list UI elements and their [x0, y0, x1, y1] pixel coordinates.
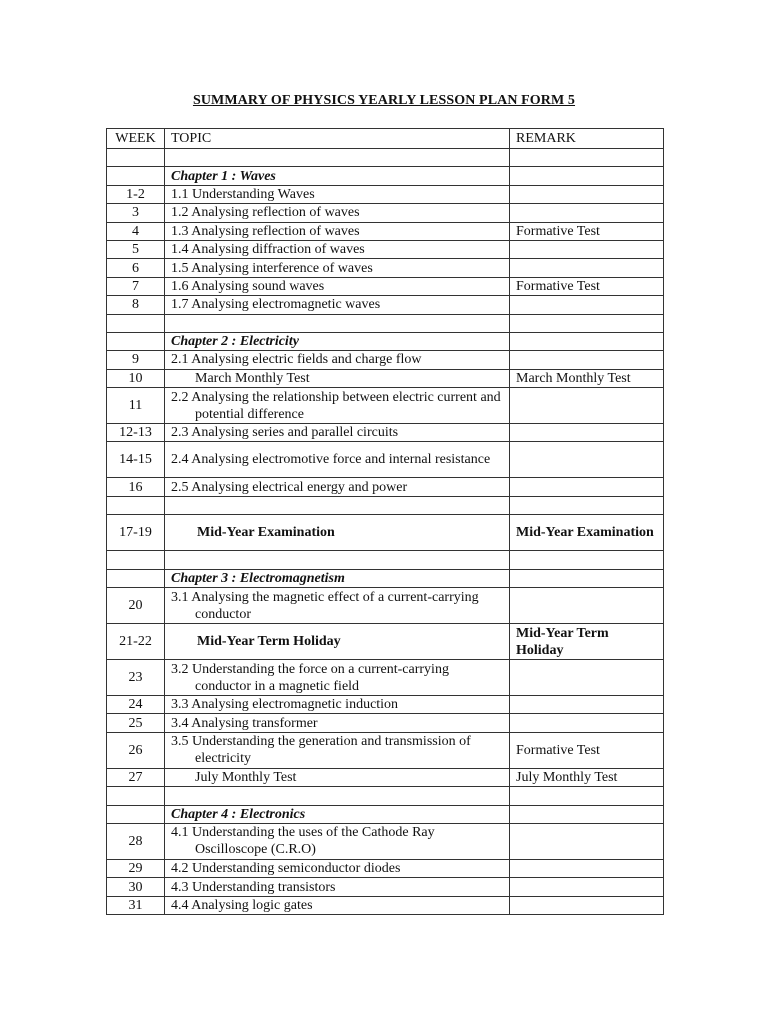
week-cell: 28 — [107, 823, 165, 859]
week-cell: 10 — [107, 369, 165, 387]
remark-cell: Formative Test — [510, 222, 664, 240]
remark-cell: Formative Test — [510, 732, 664, 768]
topic-label: 2.2 Analysing the relationship between electric current and potential difference — [171, 389, 501, 422]
remark-cell — [510, 787, 664, 805]
table-header-row — [107, 129, 664, 149]
week-cell: 23 — [107, 660, 165, 696]
topic-label: 3.3 Analysing electromagnetic induction — [171, 697, 399, 713]
remark-cell — [510, 588, 664, 624]
topic-cell — [165, 896, 510, 914]
table-row — [107, 369, 664, 387]
topic-cell — [165, 388, 510, 424]
week-cell: 17-19 — [107, 515, 165, 551]
table-row — [107, 823, 664, 859]
table-row — [107, 588, 664, 624]
topic-cell — [165, 259, 510, 277]
topic-cell — [165, 351, 510, 369]
topic-cell — [165, 369, 510, 387]
lesson-plan-table — [106, 128, 664, 915]
event-label: July Monthly Test — [195, 770, 297, 785]
remark-cell — [510, 696, 664, 714]
event-label: Mid-Year Term Holiday — [197, 634, 341, 650]
table-row — [107, 660, 664, 696]
table-row — [107, 222, 664, 240]
blank-row — [107, 551, 664, 569]
topic-cell — [165, 805, 510, 823]
page-title: SUMMARY OF PHYSICS YEARLY LESSON PLAN FORM 5 — [192, 93, 576, 108]
topic-label: 2.5 Analysing electrical energy and power — [171, 479, 408, 495]
topic-label: 4.2 Understanding semiconductor diodes — [171, 861, 401, 877]
remark-cell — [510, 204, 664, 222]
chapter-title: Chapter 2 : Electricity — [171, 334, 299, 350]
table-row — [107, 388, 664, 424]
remark-cell — [510, 259, 664, 277]
topic-label: 1.2 Analysing reflection of waves — [171, 205, 360, 221]
topic-label: 3.4 Analysing transformer — [171, 715, 318, 731]
remark-cell — [510, 551, 664, 569]
topic-label: 3.2 Understanding the force on a current-carrying conductor in a magnetic field — [171, 661, 449, 694]
topic-cell — [165, 277, 510, 295]
week-cell: 27 — [107, 768, 165, 786]
topic-cell — [165, 185, 510, 203]
remark-cell — [510, 569, 664, 587]
week-cell: 5 — [107, 240, 165, 258]
topic-cell — [165, 878, 510, 896]
week-cell: 31 — [107, 896, 165, 914]
header-topic: TOPIC — [165, 129, 510, 149]
week-cell: 26 — [107, 732, 165, 768]
week-cell — [107, 167, 165, 185]
remark-cell — [510, 478, 664, 496]
table-row — [107, 768, 664, 786]
topic-cell — [165, 624, 510, 660]
header-remark: REMARK — [510, 129, 664, 149]
topic-cell — [165, 551, 510, 569]
week-cell: 24 — [107, 696, 165, 714]
table-row — [107, 277, 664, 295]
topic-cell — [165, 768, 510, 786]
topic-cell — [165, 787, 510, 805]
topic-cell — [165, 714, 510, 732]
week-cell: 9 — [107, 351, 165, 369]
week-cell: 3 — [107, 204, 165, 222]
topic-cell — [165, 222, 510, 240]
blank-row — [107, 496, 664, 514]
table-row — [107, 185, 664, 203]
table-row — [107, 859, 664, 877]
remark-cell — [510, 442, 664, 478]
topic-cell — [165, 314, 510, 332]
remark-cell — [510, 185, 664, 203]
topic-label: 1.3 Analysing reflection of waves — [171, 223, 360, 239]
remark-cell: Mid-Year Examination — [510, 515, 664, 551]
table-row — [107, 732, 664, 768]
remark-cell — [510, 660, 664, 696]
chapter-title: Chapter 1 : Waves — [171, 168, 276, 184]
week-cell: 8 — [107, 296, 165, 314]
topic-cell — [165, 696, 510, 714]
topic-cell — [165, 478, 510, 496]
remark-cell — [510, 167, 664, 185]
topic-cell — [165, 442, 510, 478]
topic-cell — [165, 569, 510, 587]
remark-cell — [510, 240, 664, 258]
chapter-row — [107, 569, 664, 587]
event-label: Mid-Year Examination — [197, 525, 335, 541]
chapter-row — [107, 167, 664, 185]
week-cell: 1-2 — [107, 185, 165, 203]
blank-row — [107, 787, 664, 805]
topic-cell — [165, 859, 510, 877]
blank-row — [107, 314, 664, 332]
table-row — [107, 696, 664, 714]
remark-cell — [510, 388, 664, 424]
remark-cell: July Monthly Test — [510, 768, 664, 786]
blank-row — [107, 149, 664, 167]
topic-cell — [165, 296, 510, 314]
week-cell — [107, 314, 165, 332]
remark-cell — [510, 496, 664, 514]
remark-cell — [510, 296, 664, 314]
table-row — [107, 714, 664, 732]
topic-label: 2.3 Analysing series and parallel circuits — [171, 425, 399, 441]
table-row — [107, 296, 664, 314]
week-cell — [107, 332, 165, 350]
remark-cell — [510, 805, 664, 823]
topic-label: 3.5 Understanding the generation and transmission of electricity — [171, 734, 471, 767]
week-cell — [107, 496, 165, 514]
week-cell: 12-13 — [107, 424, 165, 442]
week-cell: 16 — [107, 478, 165, 496]
week-cell: 25 — [107, 714, 165, 732]
topic-cell — [165, 240, 510, 258]
remark-cell: Mid-Year Term Holiday — [510, 624, 664, 660]
table-row — [107, 204, 664, 222]
week-cell — [107, 569, 165, 587]
event-label: March Monthly Test — [195, 370, 310, 386]
week-cell — [107, 805, 165, 823]
topic-cell — [165, 515, 510, 551]
week-cell: 21-22 — [107, 624, 165, 660]
topic-label: 1.5 Analysing interference of waves — [171, 260, 373, 276]
week-cell: 20 — [107, 588, 165, 624]
chapter-row — [107, 805, 664, 823]
table-row — [107, 478, 664, 496]
table-row — [107, 351, 664, 369]
remark-cell — [510, 149, 664, 167]
topic-cell — [165, 149, 510, 167]
week-cell: 29 — [107, 859, 165, 877]
week-cell: 11 — [107, 388, 165, 424]
remark-cell — [510, 351, 664, 369]
topic-label: 1.6 Analysing sound waves — [171, 278, 325, 294]
topic-cell — [165, 332, 510, 350]
week-cell: 14-15 — [107, 442, 165, 478]
topic-label: 1.4 Analysing diffraction of waves — [171, 242, 365, 258]
week-cell: 6 — [107, 259, 165, 277]
topic-label: 4.4 Analysing logic gates — [171, 897, 313, 913]
topic-cell — [165, 732, 510, 768]
chapter-row — [107, 332, 664, 350]
lesson-plan-body — [107, 129, 664, 915]
topic-label: 4.1 Understanding the uses of the Cathode Ray Oscilloscope (C.R.O) — [171, 825, 435, 858]
week-cell: 7 — [107, 277, 165, 295]
table-row — [107, 624, 664, 660]
remark-cell — [510, 332, 664, 350]
week-cell: 30 — [107, 878, 165, 896]
remark-cell — [510, 896, 664, 914]
topic-label: 2.4 Analysing electromotive force and internal resistance — [171, 452, 491, 468]
topic-label: 1.1 Understanding Waves — [171, 186, 315, 202]
topic-cell — [165, 167, 510, 185]
topic-label: 1.7 Analysing electromagnetic waves — [171, 297, 381, 313]
table-row — [107, 442, 664, 478]
remark-cell — [510, 714, 664, 732]
week-cell — [107, 149, 165, 167]
remark-cell — [510, 314, 664, 332]
table-row — [107, 259, 664, 277]
week-cell: 4 — [107, 222, 165, 240]
remark-cell: Formative Test — [510, 277, 664, 295]
table-row — [107, 240, 664, 258]
topic-cell — [165, 588, 510, 624]
topic-cell — [165, 496, 510, 514]
chapter-title: Chapter 4 : Electronics — [171, 806, 306, 822]
remark-cell — [510, 424, 664, 442]
topic-label: 2.1 Analysing electric fields and charge flow — [171, 352, 422, 368]
remark-cell: March Monthly Test — [510, 369, 664, 387]
topic-cell — [165, 424, 510, 442]
remark-cell — [510, 859, 664, 877]
table-row — [107, 424, 664, 442]
chapter-title: Chapter 3 : Electromagnetism — [171, 570, 345, 586]
week-cell — [107, 787, 165, 805]
remark-cell — [510, 823, 664, 859]
header-week: WEEK — [107, 129, 165, 149]
table-row — [107, 896, 664, 914]
topic-cell — [165, 823, 510, 859]
topic-label: 3.1 Analysing the magnetic effect of a current-carrying conductor — [171, 589, 479, 622]
topic-cell — [165, 204, 510, 222]
table-row — [107, 515, 664, 551]
topic-label: 4.3 Understanding transistors — [171, 879, 336, 895]
topic-cell — [165, 660, 510, 696]
remark-cell — [510, 878, 664, 896]
table-row — [107, 878, 664, 896]
week-cell — [107, 551, 165, 569]
